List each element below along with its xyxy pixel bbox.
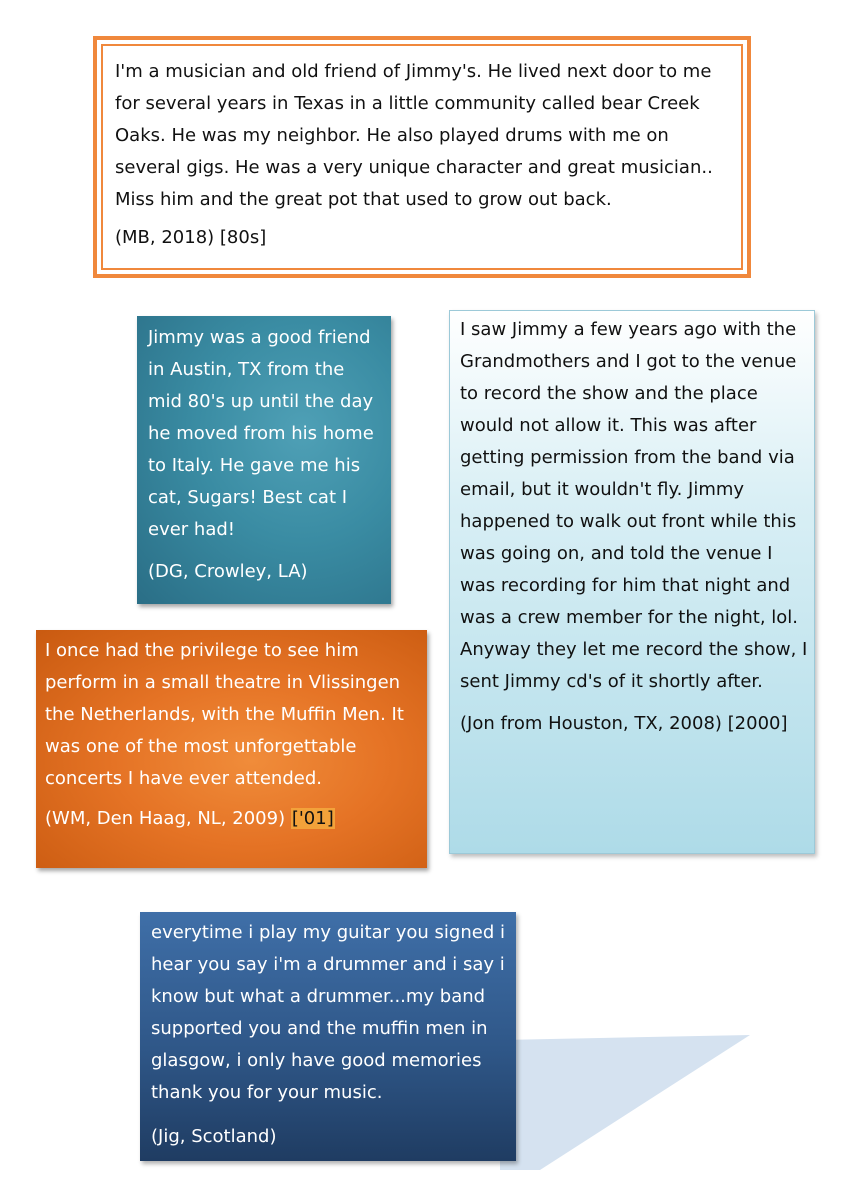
testimonial-mb-text: I'm a musician and old friend of Jimmy's. He lived next door to me for several years in Texas in a little community called bear Creek Oaks. He was my neighbor. He also played drums with me on several gigs. He was a very unique character and great musician.. Miss him and the great pot that used to grow out back. <box>115 61 713 210</box>
testimonial-jig-text: everytime i play my guitar you signed i hear you say i'm a drummer and i say i know but what a drummer...my band supported you and the muffin men in glasgow, i only have good memories thank you for your music. <box>151 922 505 1103</box>
testimonial-jon <box>449 310 815 854</box>
testimonial-dg <box>137 316 391 604</box>
testimonial-jon-text: I saw Jimmy a few years ago with the Grandmothers and I got to the venue to record the show and the place would not allow it. This was after getting permission from the band via email, but it wouldn't fly. Jimmy happened to walk out front while this was going on, and told the venue I was recording for him that night and was a crew member for the night, lol. Anyway they let me record the show, I sent Jimmy cd's of it shortly after. <box>460 319 808 692</box>
testimonial-dg-text: Jimmy was a good friend in Austin, TX from the mid 80's up until the day he moved from his home to Italy. He gave me his cat, Sugars! Best cat I ever had! <box>148 327 374 540</box>
testimonial-wm-year-tag: ['01] <box>291 808 334 829</box>
testimonial-wm-signature-line <box>45 803 419 835</box>
testimonial-jig-signature: (Jig, Scotland) <box>151 1126 277 1147</box>
testimonial-wm-signature: (WM, Den Haag, NL, 2009) <box>45 808 286 829</box>
testimonial-mb <box>93 36 751 278</box>
testimonial-wm-text: I once had the privilege to see him perform in a small theatre in Vlissingen the Netherlands, with the Muffin Men. It was one of the most unforgettable concerts I have ever attended. <box>45 640 404 789</box>
testimonial-dg-signature: (DG, Crowley, LA) <box>148 561 308 582</box>
testimonial-jig <box>140 912 516 1161</box>
testimonial-wm <box>36 630 427 868</box>
decorative-shadow-shape <box>500 1030 750 1170</box>
testimonial-mb-inner-border <box>101 44 743 270</box>
testimonial-mb-signature: (MB, 2018) [80s] <box>115 227 267 248</box>
testimonial-jon-signature: (Jon from Houston, TX, 2008) [2000] <box>460 713 788 734</box>
